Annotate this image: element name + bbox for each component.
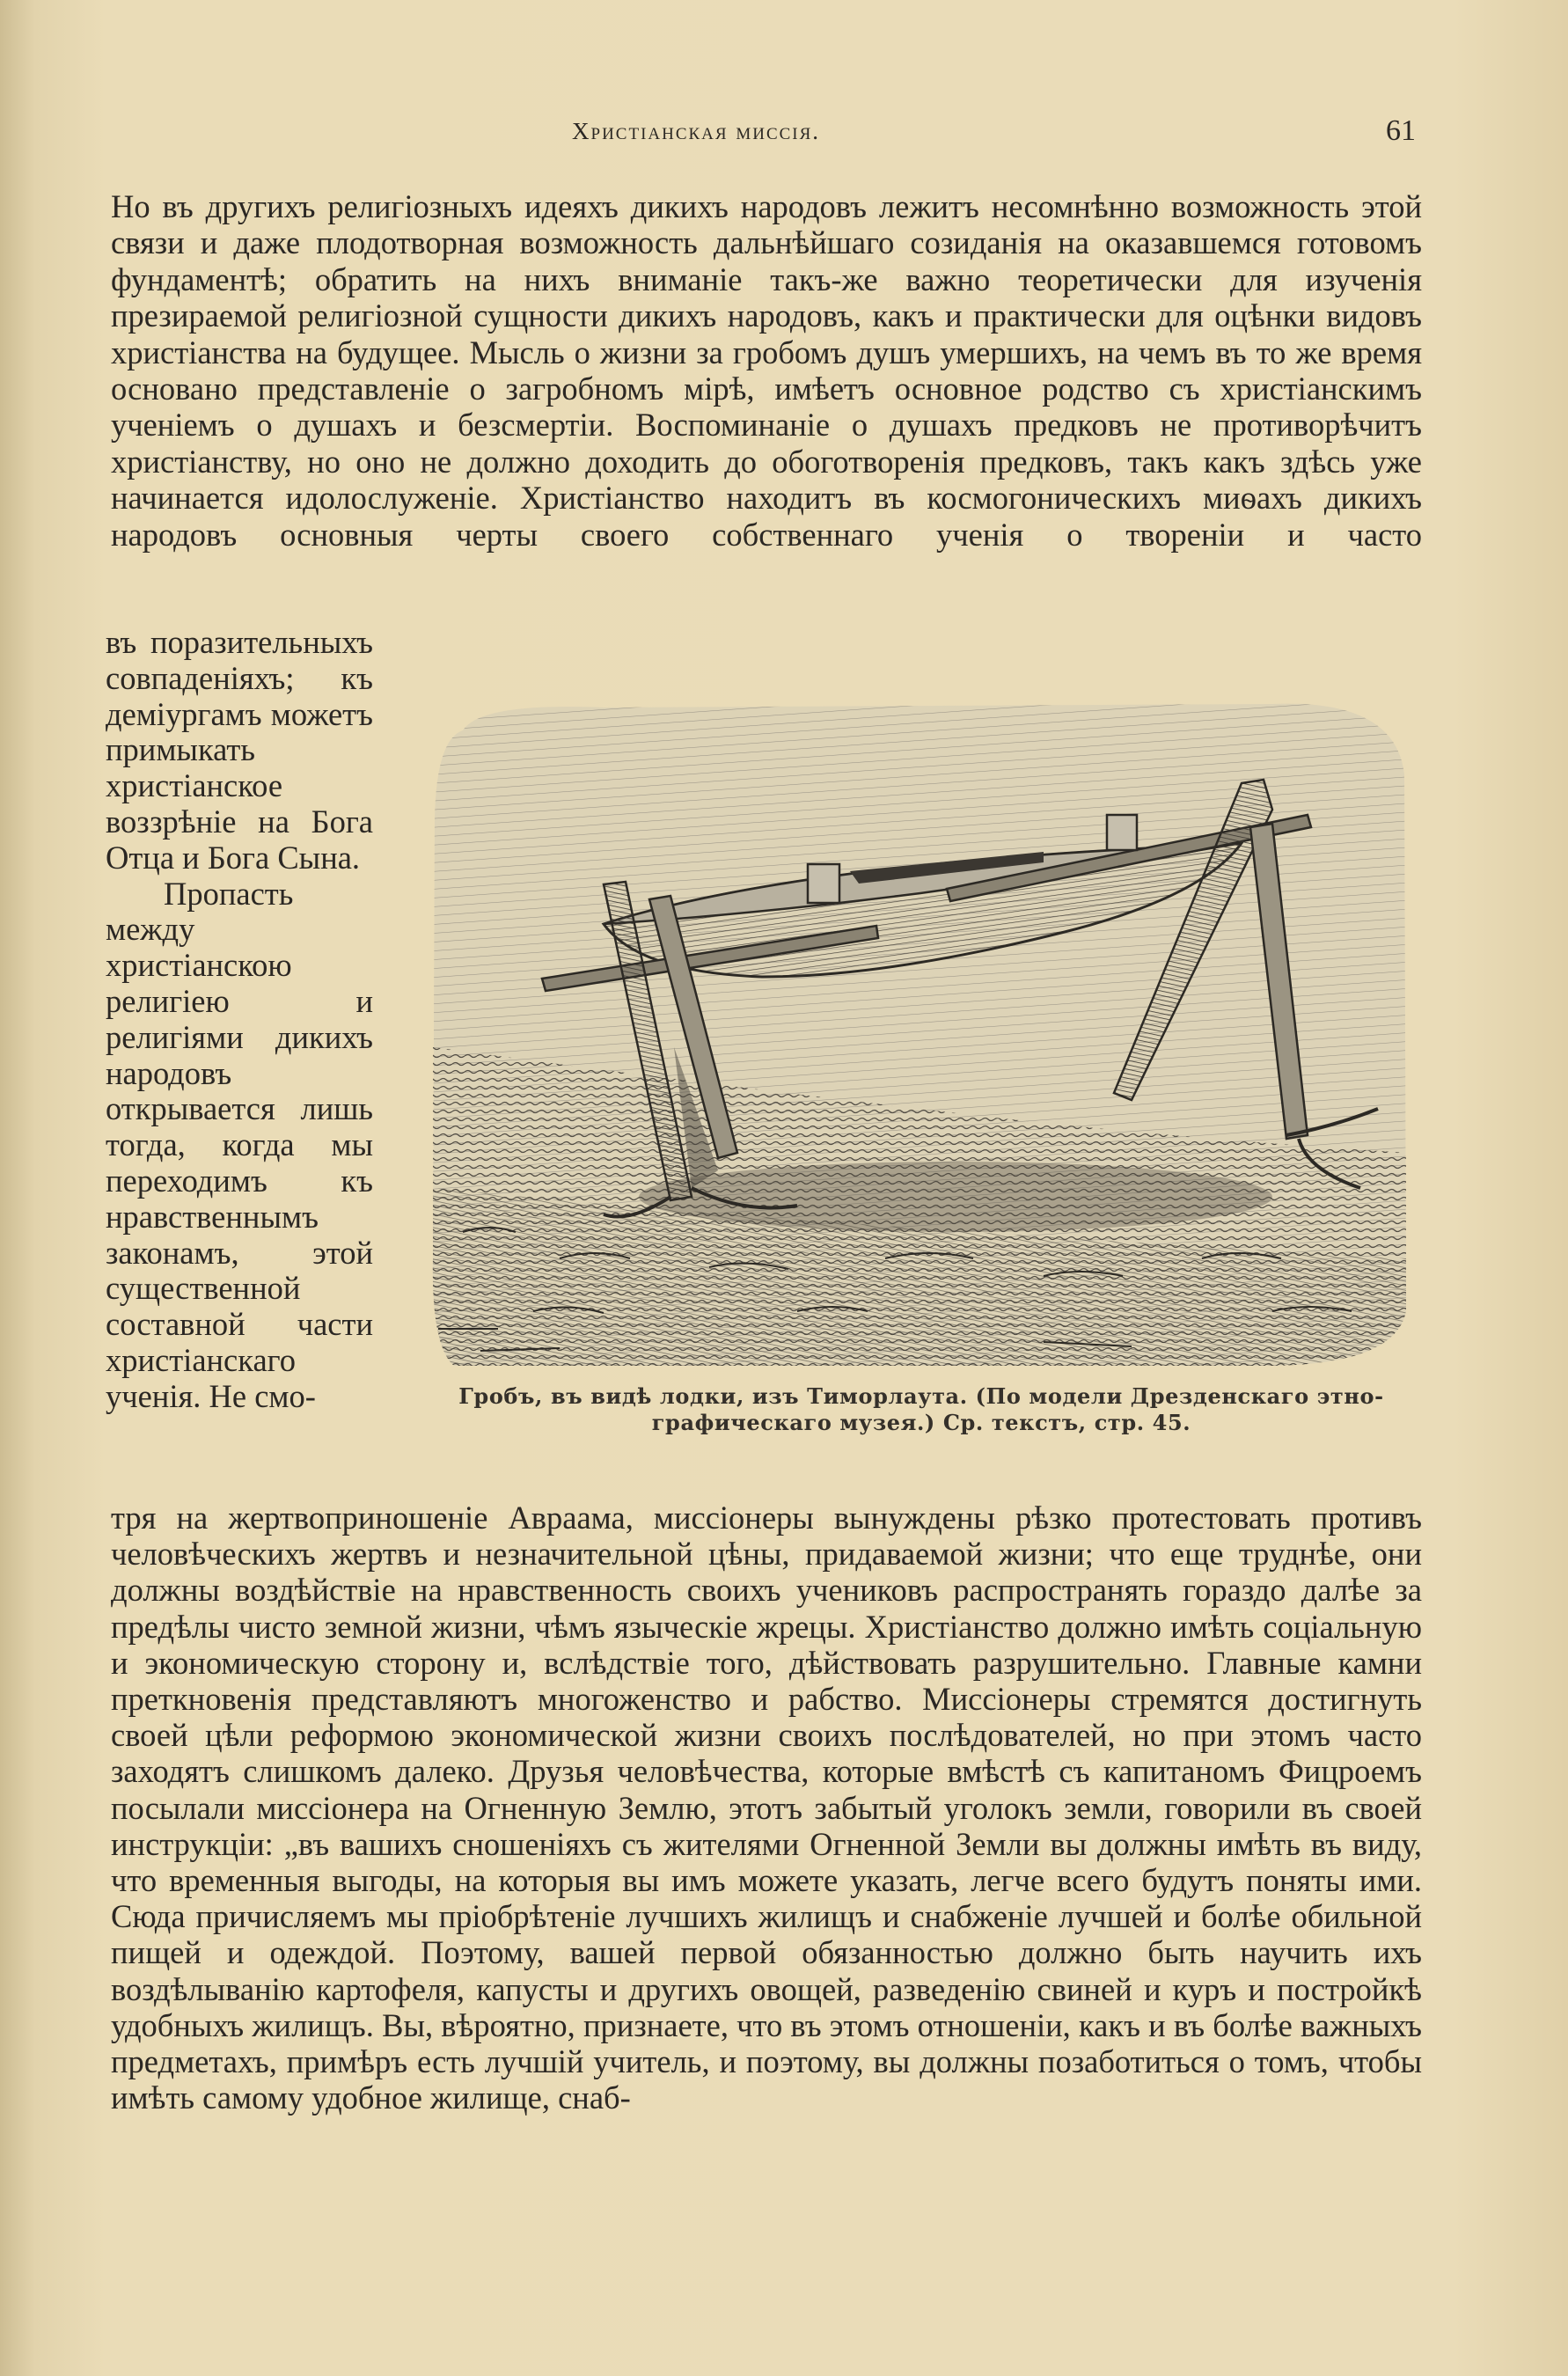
running-title: Христіанская миссія.: [572, 118, 821, 144]
page-header: [106, 114, 1425, 158]
engraving-illustration: [428, 695, 1415, 1373]
side-paragraph-1: въ поразительныхъ совпаденіяхъ; къ деміургамъ можетъ примыкать христіанское воззрѣніе на Бога Отца и Бога Сына.: [106, 624, 373, 876]
side-column: [106, 625, 373, 1415]
bottom-paragraph: тря на жертвоприношеніе Авраама, миссіонеры вынуждены рѣзко протестовать противъ человѣческихъ жертвъ и незначительной цѣны, придаваемой жизни; что еще труднѣе, они должны воздѣйствіе на нравственность своихъ учениковъ распространять гораздо далѣе за предѣлы чисто земной жизни, чѣмъ языческіе жрецы. Христіанство должно имѣть соціальную и экономическую сторону и, вслѣдствіе того, дѣйствовать разрушительно. Главные камни преткновенія представляютъ многоженство и рабство. Миссіонеры стремятся достигнуть своей цѣли реформою экономической жизни своихъ послѣдователей, но при этомъ часто заходятъ слишкомъ далеко. Друзья человѣчества, которые вмѣстѣ съ капитаномъ Фицроемъ посылали миссіонера на Огненную Землю, этотъ забытый уголокъ земли, говорили въ своей инструкціи: „въ вашихъ сношеніяхъ съ жителями Огненной Земли вы должны имѣть въ виду, что временныя выгоды, на которыя вы имъ можете указать, легче всего будутъ поняты ими. Сюда причисляемъ мы пріобрѣтеніе лучшихъ жилищъ и снабженіе лучшей и болѣе обильной пищей и одеждой. Поэтому, вашей первой обязанностью должно быть научить ихъ воздѣлыванію картофеля, капусты и другихъ овощей, разведенію свиней и куръ и постройкѣ удобныхъ жилищъ. Вы, вѣроятно, признаете, что въ этомъ отношеніи, какъ и въ болѣе важныхъ предметахъ, примѣръ есть лучшій учитель, и поэтому, вы должны позаботиться о томъ, чтобы имѣть самому удобное жилище, снаб-: [111, 1500, 1422, 2116]
boat-coffin-engraving: [428, 695, 1415, 1373]
figure-caption: [428, 1383, 1415, 1436]
side-paragraph-2: Пропасть между христіанскою религіею и религіями дикихъ народовъ открывается лишь тогда, когда мы переходимъ къ нравственнымъ законамъ, этой существенной составной части христіанскаго ученія. Не смо-: [106, 875, 373, 1414]
page-number: 61: [1386, 114, 1416, 147]
top-paragraph: Но въ другихъ религіозныхъ идеяхъ дикихъ народовъ лежитъ несомнѣнно возможность этой связи и даже плодотворная возможность дальнѣйшаго созиданія на оказавшемся готовомъ фундаментѣ; обратить на нихъ вниманіе такъ-же важно теоретически для изученія презираемой религіозной сущности дикихъ народовъ, какъ и практически для оцѣнки видовъ христіанства на будущее. Мысль о жизни за гробомъ душъ умершихъ, на чемъ въ то же время основано представленіе о загробномъ мірѣ, имѣетъ основное родство съ христіанскимъ ученіемъ о душахъ и безсмертіи. Воспоминаніе о душахъ предковъ не противорѣчитъ христіанству, но оно не должно доходить до обоготворенія предковъ, такъ какъ здѣсь уже начинается идолослуженіе. Христіанство находитъ въ космогоническихъ миѳахъ дикихъ народовъ основныя черты своего собственнаго ученія о твореніи и часто: [111, 188, 1422, 553]
caption-line-1: Гробъ, въ видѣ лодки, изъ Тиморлаута. (По модели Дрезденскаго этно-: [458, 1383, 1384, 1409]
caption-line-2: графическаго музея.) Ср. текстъ, стр. 45.: [651, 1410, 1191, 1435]
